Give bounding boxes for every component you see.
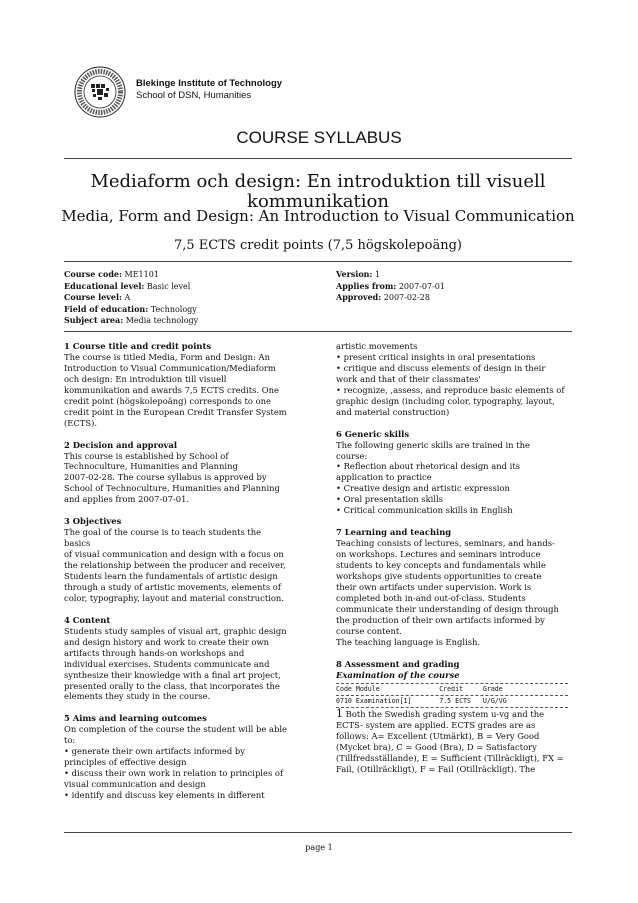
text-line: students to key concepts and fundamentals while — [336, 560, 546, 571]
text-line: • Oral presentation skills — [336, 494, 443, 505]
school-name: School of DSN, Humanities — [136, 90, 252, 101]
section-body — [64, 724, 290, 801]
text-line: artifacts through hands-on workshops and — [64, 647, 245, 658]
footnote-line: Fail, (Otillräckligt), F = Fail (Otillräckligt). The — [336, 763, 536, 774]
english-course-title: Media, Form and Design: An Introduction to Visual Communication — [61, 207, 575, 225]
text-line: artistic movements — [336, 341, 418, 351]
meta-right — [336, 269, 445, 304]
text-line: color, typography, layout and material construction. — [64, 592, 284, 603]
document-title: COURSE SYLLABUS — [236, 128, 402, 147]
text-line: • Critical communication skills in English — [336, 505, 513, 516]
text-line: credit point in the European Credit Transfer System — [64, 406, 287, 417]
section-subheading: Examination of the course — [336, 669, 460, 680]
text-line: credit point (högskolepoäng) corresponds to one — [64, 395, 271, 406]
text-line: and applies from 2007-07-01. — [64, 494, 190, 505]
text-line: communicate their understanding of design through — [336, 603, 559, 614]
text-line: the production of their own artifacts informed by — [336, 614, 545, 625]
text-line: (ECTS). — [64, 417, 98, 428]
meta-educational-level: Educational level: Basic level — [64, 280, 191, 291]
examination-table — [336, 683, 568, 708]
section-heading: 8 Assessment and grading — [336, 658, 460, 669]
text-line: och design: En introduktion till visuell — [64, 373, 227, 384]
text-line: Teaching consists of lectures, seminars, and hands- — [336, 538, 555, 549]
text-line: graphic design (including color, typography, layout, — [336, 395, 555, 406]
text-line: • Reflection about rhetorical design and its — [336, 461, 520, 472]
text-line: • critique and discuss elements of design in their — [336, 362, 546, 373]
meta-version: Version: 1 — [336, 269, 381, 279]
text-line: The following generic skills are trained in the — [336, 439, 530, 450]
section-heading: 7 Learning and teaching — [336, 527, 452, 538]
text-line: Students study samples of visual art, graphic design — [64, 625, 287, 636]
meta-course-code: Course code: ME1101 — [64, 269, 159, 279]
meta-applies-from: Applies from: 2007-07-01 — [336, 280, 445, 291]
credit-points: 7,5 ECTS credit points (7,5 högskolepoäng) — [174, 238, 462, 253]
text-line: completed both in-and out-of-class. Students — [336, 592, 526, 603]
meta-field-of-education: Field of education: Technology — [64, 303, 197, 314]
text-line: through a study of artistic movements, elements of — [64, 581, 281, 592]
text-line: on workshops. Lectures and seminars introduce — [336, 549, 541, 560]
page-number: page 1 — [305, 843, 333, 852]
institution-seal-logo — [74, 66, 126, 118]
text-line: Students learn the fundamentals of artistic design — [64, 570, 278, 581]
text-line: course content. — [336, 625, 402, 636]
text-line: elements they study in the course. — [64, 691, 211, 702]
meta-top-divider — [64, 261, 572, 262]
text-line: • identify and discuss key elements in different — [64, 790, 265, 801]
title-divider — [64, 158, 572, 159]
right-column — [336, 341, 568, 775]
footnote-line: ECTS- system are applied. ECTS grades are as — [336, 719, 536, 730]
section-body — [64, 527, 290, 604]
section-heading: 6 Generic skills — [336, 428, 410, 439]
text-line: workshops give students opportunities to create — [336, 570, 542, 581]
text-line: The course is titled Media, Form and Design: An — [64, 351, 270, 362]
text-line: kommunikation and awards 7,5 ECTS credits. One — [64, 384, 279, 395]
text-line: and design history and work to create their own — [64, 636, 270, 647]
section-heading: 4 Content — [64, 614, 111, 625]
text-line: School of Technoculture, Humanities and Planning — [64, 483, 280, 494]
footnote-line: Both the Swedish grading system u-vg and the — [343, 708, 545, 719]
text-line: Technoculture, Humanities and Planning — [64, 461, 238, 472]
text-line: The goal of the course is to teach students the basics — [64, 527, 262, 549]
section-body — [64, 626, 290, 703]
text-line: work and that of their classmates' — [336, 373, 481, 384]
footer-divider — [64, 832, 572, 833]
text-line: to: — [64, 735, 76, 746]
institution-header — [136, 78, 282, 102]
text-line: of visual communication and design with a focus on — [64, 549, 284, 560]
text-line: their own artifacts under supervision. Work is — [336, 581, 532, 592]
section-body — [64, 352, 290, 429]
table-header-row: Code Module Credit Grade — [336, 684, 503, 693]
text-line: • generate their own artifacts informed by — [64, 746, 245, 757]
text-line: presented orally to the class, that incorporates the — [64, 680, 280, 691]
text-line: • present critical insights in oral presentations — [336, 351, 536, 362]
section-heading: 5 Aims and learning outcomes — [64, 713, 207, 724]
institution-name: Blekinge Institute of Technology — [136, 78, 283, 89]
footnote — [336, 706, 568, 775]
text-line: On completion of the course the student will be able — [64, 724, 287, 735]
text-line: Introduction to Visual Communication/Mediaform — [64, 362, 276, 373]
text-line: • Creative design and artistic expression — [336, 483, 510, 494]
text-line: application to practice — [336, 472, 432, 483]
footnote-marker: 1 — [336, 706, 343, 720]
text-line: visual communication and design — [64, 779, 206, 790]
meta-bottom-divider — [64, 331, 572, 332]
text-line: The teaching language is English. — [336, 636, 481, 647]
text-line: synthesize their knowledge with a final art project, — [64, 669, 281, 680]
section-heading: 2 Decision and approval — [64, 439, 178, 450]
text-line: principles of effective design — [64, 757, 187, 768]
text-line: the relationship between the producer and receiver, — [64, 560, 286, 571]
section-body — [336, 341, 568, 418]
meta-subject-area: Subject area: Media technology — [64, 315, 199, 326]
section-heading: 1 Course title and credit points — [64, 341, 212, 351]
text-line: 2007-02-28. The course syllabus is approved by — [64, 472, 267, 483]
section-heading: 3 Objectives — [64, 516, 122, 527]
text-line: • discuss their own work in relation to principles of — [64, 768, 284, 779]
swedish-course-title: Mediaform och design: En introduktion till visuell kommunikation — [90, 171, 546, 212]
text-line: individual exercises. Students communicate and — [64, 658, 270, 669]
text-line: • recognize, ,assess, and reproduce basic elements of — [336, 384, 565, 395]
footnote-line: (Mycket bra), C = Good (Bra), D = Satisfactory — [336, 741, 537, 752]
table-row: 0710 Examination[1] 7.5 ECTS U/G/VG — [336, 696, 507, 705]
left-column — [64, 341, 290, 801]
meta-course-level: Course level: A — [64, 292, 131, 303]
meta-left — [64, 269, 198, 327]
section-body — [64, 451, 290, 506]
text-line: course: — [336, 450, 368, 461]
section-body — [336, 538, 568, 648]
meta-approved: Approved: 2007-02-28 — [336, 292, 430, 303]
footnote-line: follows: A= Excellent (Utmärkt), B = Very Good — [336, 730, 540, 741]
section-body — [336, 440, 568, 517]
text-line: and material construction) — [336, 406, 450, 417]
text-line: This course is established by School of — [64, 450, 229, 461]
footnote-line: (Tillfredsställande), E = Sufficient (Tillräckligt), FX = — [336, 752, 564, 763]
